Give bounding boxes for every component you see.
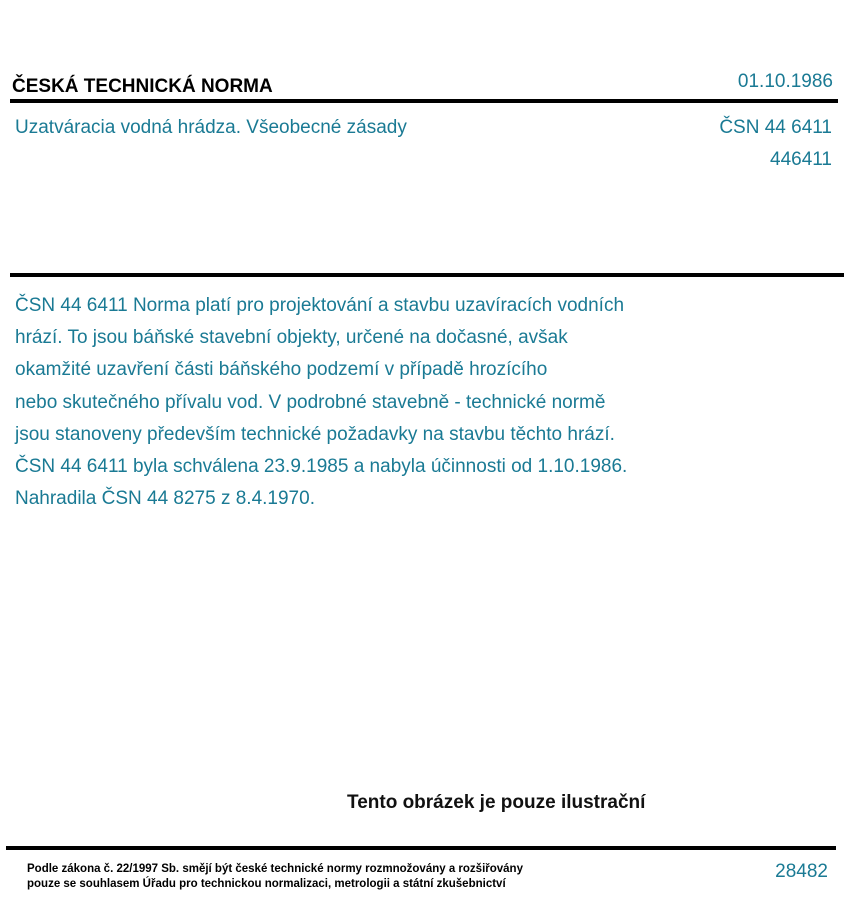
description-line: okamžité uzavření části báňského podzemí v případě hrozícího bbox=[15, 359, 548, 381]
section-divider bbox=[10, 273, 844, 277]
illustration-note: Tento obrázek je pouze ilustrační bbox=[347, 792, 646, 813]
footer-divider bbox=[6, 846, 836, 850]
issue-date: 01.10.1986 bbox=[737, 71, 833, 92]
description-line: hrází. To jsou báňské stavební objekty, určené na dočasné, avšak bbox=[15, 327, 568, 349]
description-line: Nahradila ČSN 44 8275 z 8.4.1970. bbox=[15, 488, 315, 510]
header-divider bbox=[10, 99, 838, 103]
description-line: jsou stanoveny především technické požadavky na stavbu těchto hrází. bbox=[15, 423, 615, 445]
description-line: ČSN 44 6411 byla schválena 23.9.1985 a nabyla účinnosti od 1.10.1986. bbox=[15, 456, 628, 478]
standard-description bbox=[15, 290, 735, 515]
standard-title: Uzatváracia vodná hrádza. Všeobecné zásady bbox=[15, 117, 407, 138]
document-id: 28482 bbox=[775, 861, 828, 882]
standard-code: ČSN 44 6411 bbox=[719, 117, 832, 138]
classification-number: 446411 bbox=[770, 149, 832, 170]
description-line: ČSN 44 6411 Norma platí pro projektování a stavbu uzavíracích vodních bbox=[15, 295, 625, 316]
description-line: nebo skutečného přívalu vod. V podrobné stavebně - technické normě bbox=[15, 391, 606, 413]
document-header-title: ČESKÁ TECHNICKÁ NORMA bbox=[12, 76, 273, 97]
legal-notice-line: pouze se souhlasem Úřadu pro technickou normalizaci, metrologii a státní zkušebnictví bbox=[27, 878, 506, 890]
legal-notice bbox=[27, 862, 523, 892]
legal-notice-line: Podle zákona č. 22/1997 Sb. smějí být české technické normy rozmnožovány a rozšiřovány bbox=[27, 863, 523, 875]
